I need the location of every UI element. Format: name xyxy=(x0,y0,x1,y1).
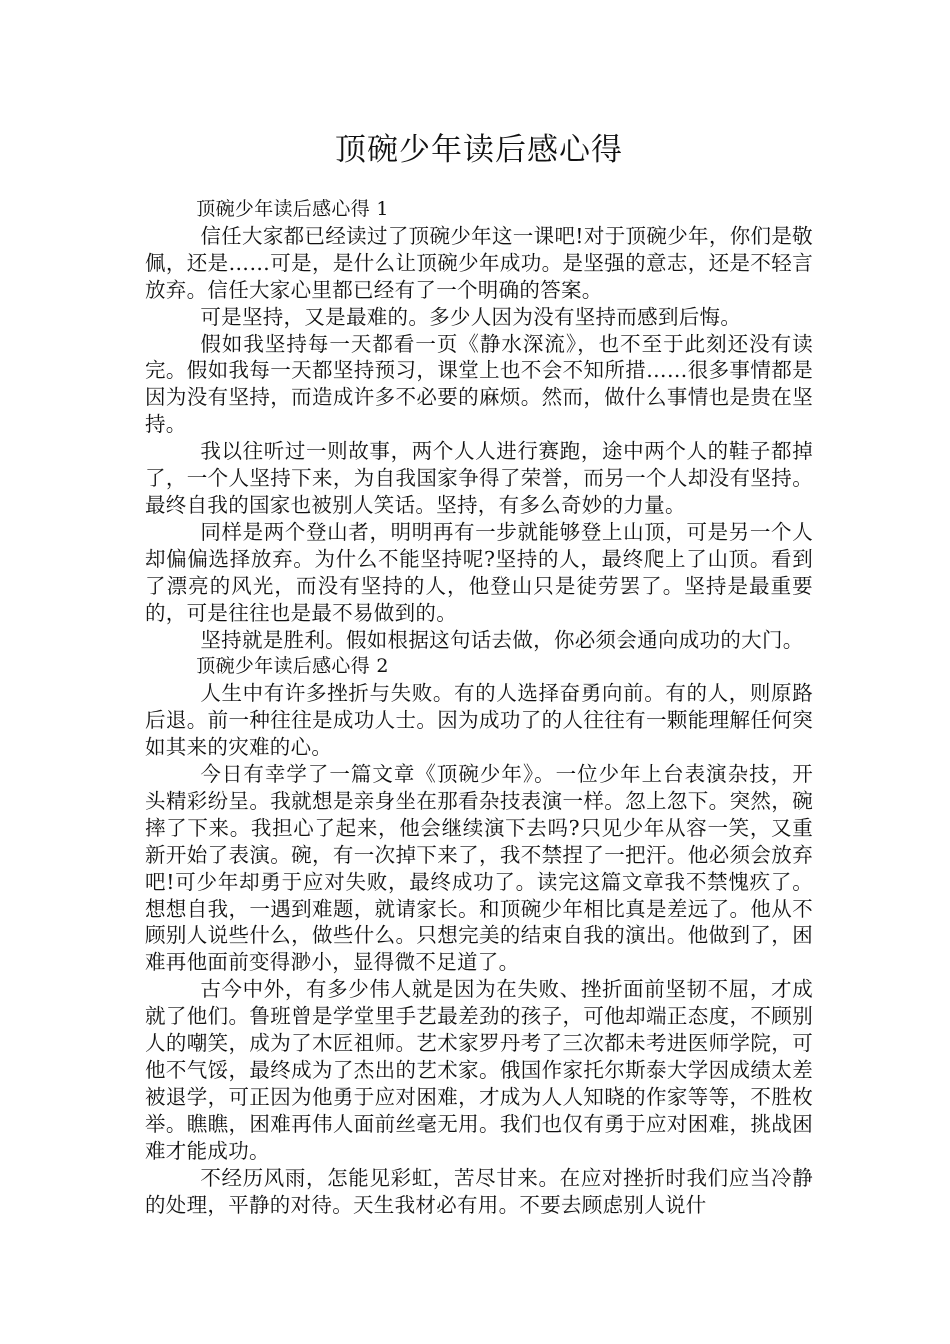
paragraph: 坚持就是胜利。假如根据这句话去做，你必须会通向成功的大门。 xyxy=(200,627,804,652)
paragraph: 不经历风雨，怎能见彩虹，苦尽甘来。在应对挫折时我们应当冷静的处理，平静的对待。天生我材必有用。不要去顾虑别人说什 xyxy=(145,1165,813,1217)
paragraph: 古今中外，有多少伟人就是因为在失败、挫折面前坚韧不屈，才成就了他们。鲁班曾是学堂里手艺最差劲的孩子，可他却端正态度，不顾别人的嘲笑，成为了木匠祖师。艺术家罗丹考了三次都未考进医师学院，可他不气馁，最终成为了杰出的艺术家。俄国作家托尔斯泰大学因成绩太差被退学，可正因为他勇于应对困难，才成为人人知晓的作家等等，不胜枚举。瞧瞧，困难再伟人面前丝毫无用。我们也仅有勇于应对困难，挑战困难才能成功。 xyxy=(145,977,813,1163)
paragraph: 我以往听过一则故事，两个人人进行赛跑，途中两个人的鞋子都掉了，一个人坚持下来，为自我国家争得了荣誉，而另一个人却没有坚持。最终自我的国家也被别人笑话。坚持，有多么奇妙的力量。 xyxy=(145,439,813,517)
paragraph: 今日有幸学了一篇文章《顶碗少年》。一位少年上台表演杂技，开头精彩纷呈。我就想是亲身坐在那看杂技表演一样。忽上忽下。突然，碗摔了下来。我担心了起来，他会继续演下去吗?只见少年从容一笑，又重新开始了表演。碗，有一次掉下来了，我不禁捏了一把汗。他必须会放弃吧!可少年却勇于应对失败，最终成功了。读完这篇文章我不禁愧疚了。想想自我，一遇到难题，就请家长。和顶碗少年相比真是差远了。他从不顾别人说些什么，做些什么。只想完美的结束自我的演出。他做到了，困难再他面前变得渺小，显得微不足道了。 xyxy=(145,762,813,975)
paragraph: 可是坚持，又是最难的。多少人因为没有坚持而感到后悔。 xyxy=(200,304,742,329)
paragraph: 同样是两个登山者，明明再有一步就能够登上山顶，可是另一个人却偏偏选择放弃。为什么不能坚持呢?坚持的人，最终爬上了山顶。看到了漂亮的风光，而没有坚持的人，他登山只是徒劳罢了。坚持是最重要的，可是往往也是最不易做到的。 xyxy=(145,519,813,625)
paragraph: 信任大家都已经读过了顶碗少年这一课吧!对于顶碗少年，你们是敬佩，还是……可是，是什么让顶碗少年成功。是坚强的意志，还是不轻言放弃。信任大家心里都已经有了一个明确的答案。 xyxy=(145,223,813,302)
section-heading: 顶碗少年读后感心得 1 xyxy=(196,198,389,220)
paragraph: 假如我坚持每一天都看一页《静水深流》，也不至于此刻还没有读完。假如我每一天都坚持预习，课堂上也不会不知所措……很多事情都是因为没有坚持，而造成许多不必要的麻烦。然而，做什么事情也是贵在坚持。 xyxy=(145,331,813,437)
document-body xyxy=(145,196,813,1218)
document-page xyxy=(145,0,813,1344)
section-heading: 顶碗少年读后感心得 2 xyxy=(196,655,389,678)
document-title: 顶碗少年读后感心得 xyxy=(335,132,623,168)
paragraph: 人生中有许多挫折与失败。有的人选择奋勇向前。有的人，则原路后退。前一种往往是成功人士。因为成功了的人往往有一颗能理解任何突如其来的灾难的心。 xyxy=(145,681,813,760)
